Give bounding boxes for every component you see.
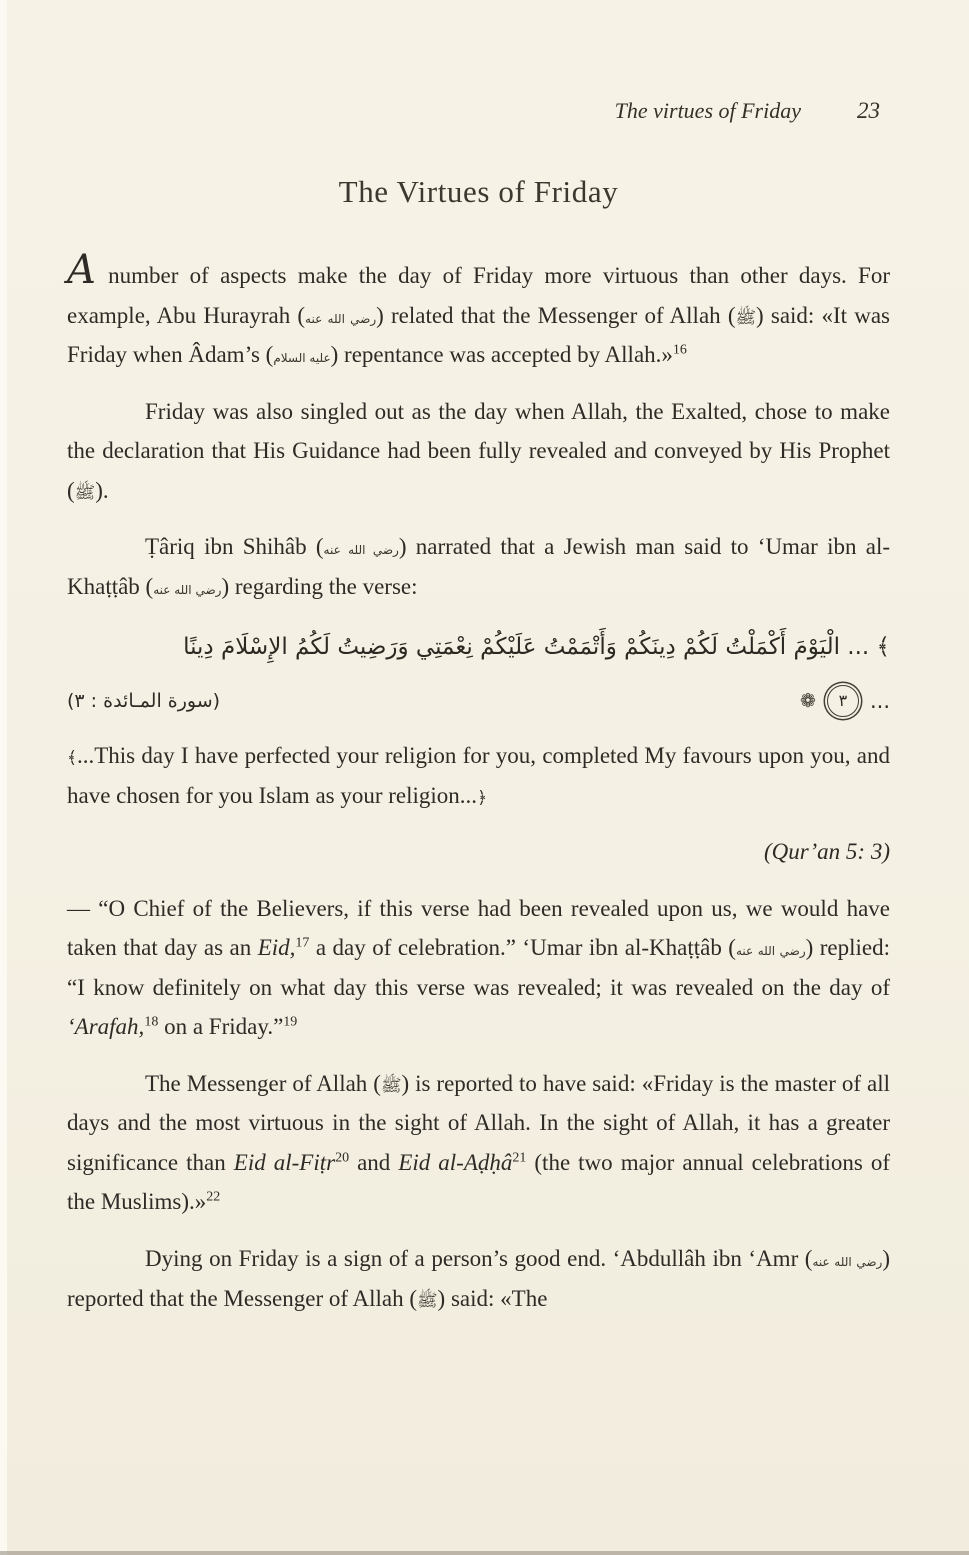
- paragraph-verse-translation: [67, 736, 890, 815]
- honorific-radiallahu-anhu-icon: رضي الله عنه: [305, 311, 377, 326]
- footnote-ref: 21: [512, 1150, 527, 1166]
- quran-verse-arabic: [67, 630, 890, 719]
- honorific-pbuh-icon: ﷺ: [735, 307, 757, 328]
- paragraph-tariq-narration: [67, 527, 890, 606]
- text-run: ).: [95, 477, 109, 503]
- text-run: ) said: «The: [437, 1285, 548, 1311]
- ayah-end-cluster: [800, 683, 890, 719]
- text-run: on a Friday.”: [158, 1014, 284, 1040]
- quran-citation: (Qur’an 5: 3): [763, 839, 890, 865]
- page-number: 23: [857, 98, 880, 123]
- honorific-alayhis-salam-icon: عليه السلام: [273, 351, 331, 366]
- ornate-open-bracket-icon: ﴾: [67, 747, 77, 768]
- italic-term: Eid al-Aḍḥâ: [398, 1149, 513, 1175]
- body-text: [67, 247, 890, 1318]
- ornate-close-bracket-icon: ﴿: [477, 787, 488, 808]
- paragraph-umar-reply: [67, 889, 890, 1047]
- text-run: — “O Chief of the Believers, if this verse had been revealed upon us, we would have taken that day as an: [67, 895, 890, 961]
- honorific-radiallahu-anhu-icon: رضي الله عنه: [153, 582, 222, 597]
- text-run: ) said: «It was Friday when Âdam’s (: [67, 302, 890, 368]
- text-run: Friday was also singled out as the day when Allah, the Exalted, chose to make the declaration that His Guidance had been fully revealed and conveyed by His Prophet (: [67, 398, 890, 503]
- honorific-radiallahu-anhu-icon: رضي الله عنه: [323, 543, 399, 558]
- running-header-title: The virtues of Friday: [614, 98, 801, 123]
- rosette-ornament-icon: ❁: [800, 689, 816, 712]
- footnote-ref: 19: [283, 1014, 298, 1030]
- footnote-ref: 17: [295, 935, 310, 951]
- text-run: ...This day I have perfected your religion for you, completed My favours upon you, and have chosen for you Islam as your religion...: [67, 742, 890, 808]
- italic-term: Eid,: [257, 935, 296, 961]
- continuation-dots: ...: [869, 688, 890, 713]
- text-run: The Messenger of Allah (: [145, 1070, 381, 1096]
- text-run: Dying on Friday is a sign of a person’s good end. ‘Abdullâh ibn ‘Amr (: [145, 1246, 813, 1271]
- text-run: and: [349, 1149, 399, 1175]
- text-run: a day of celebration.” ‘Umar ibn al-Khaṭṭâb (: [309, 935, 736, 961]
- italic-term: ‘Arafah,: [67, 1014, 145, 1040]
- honorific-radiallahu-anhu-icon: رضي الله عنه: [735, 944, 806, 959]
- chapter-title: The Virtues of Friday: [338, 174, 619, 209]
- text-run: (the two major annual celebrations of the Muslims).»: [67, 1149, 890, 1215]
- text-run: Ṭâriq ibn Shihâb (: [145, 534, 324, 560]
- ayah-number-medallion: [827, 685, 859, 717]
- paragraph-opening: [67, 247, 890, 375]
- honorific-pbuh-icon: ﷺ: [74, 482, 96, 503]
- surah-reference-arabic: (سورة المـائدة : ٣): [67, 689, 221, 712]
- italic-term: Eid al-Fiṭr: [233, 1149, 336, 1175]
- honorific-pbuh-icon: ﷺ: [380, 1075, 402, 1096]
- paragraph-friday-singled-out: [67, 392, 890, 511]
- text-run: ) regarding the verse:: [221, 573, 418, 599]
- honorific-radiallahu-anhu-icon: رضي الله عنه: [812, 1255, 883, 1269]
- arabic-verse-line: ﴾ ... الْيَوْمَ أَكْمَلْتُ لَكُمْ دِينَكُمْ وَأَتْمَمْتُ عَلَيْكُمْ نِعْمَتِي وَرَضِيتُ لَكُمُ الإِسْلَامَ دِينًا: [183, 634, 890, 661]
- text-run: ) narrated that a Jewish man said to ‘Umar ibn al-Khaṭṭâb (: [67, 534, 890, 599]
- text-run: ) repentance was accepted by Allah.»: [330, 342, 673, 368]
- text-run: ) replied: “I know definitely on what day this verse was revealed; it was revealed on the day of: [67, 935, 890, 1000]
- running-header: [67, 98, 890, 128]
- footnote-ref: 16: [672, 342, 687, 358]
- paragraph-friday-master-of-days: [67, 1064, 890, 1222]
- text-run: ) reported that the Messenger of Allah (: [67, 1246, 890, 1311]
- text-run: ) related that the Messenger of Allah (: [376, 302, 736, 328]
- footnote-ref: 22: [206, 1189, 221, 1205]
- footnote-ref: 18: [144, 1014, 159, 1030]
- text-run: number of aspects make the day of Friday more virtuous than other days. For example, Abu Hurayrah (: [67, 263, 890, 328]
- paragraph-dying-on-friday: [67, 1239, 890, 1318]
- arabic-verse-reference-line: [67, 683, 890, 719]
- ayah-number: ٣: [838, 690, 848, 710]
- footnote-ref: 20: [335, 1150, 350, 1166]
- honorific-pbuh-icon: ﷺ: [417, 1290, 438, 1311]
- drop-cap: A: [67, 247, 97, 293]
- text-run: ) is reported to have said: «Friday is the master of all days and the most virtuous in the sight of Allah. In the sight of Allah, it has a greater significance than: [67, 1070, 890, 1175]
